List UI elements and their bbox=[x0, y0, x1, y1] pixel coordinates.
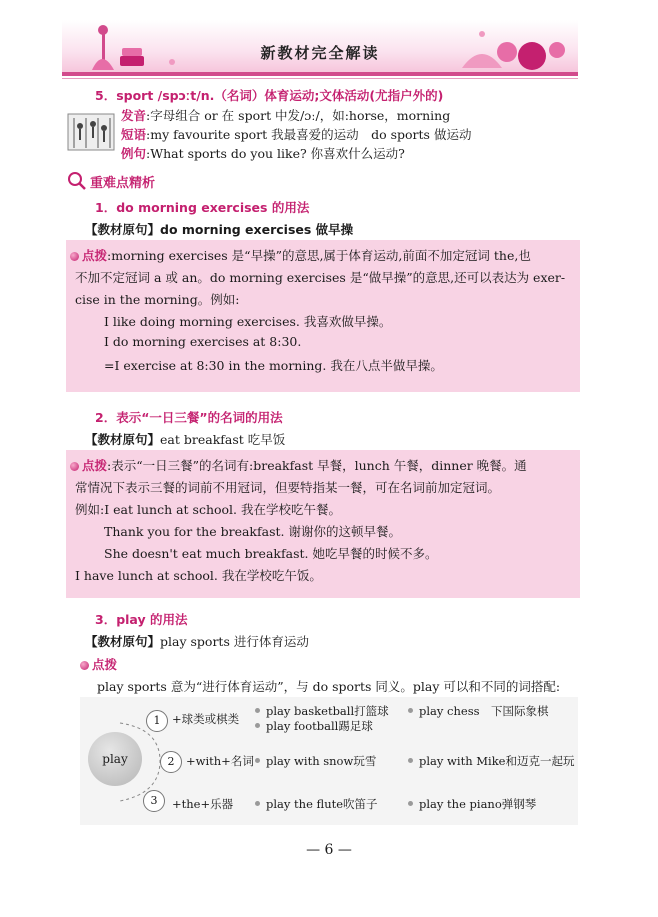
source-label: 【教材原句】 bbox=[85, 432, 161, 447]
diagram-row-1-right: play chess 下国际象棋 bbox=[408, 703, 549, 719]
diagram-center: play bbox=[88, 732, 142, 786]
item5-phrase bbox=[121, 125, 471, 143]
point2-source bbox=[85, 430, 285, 448]
diagram-row-3-item-1: play the flute吹笛子 bbox=[255, 796, 378, 812]
tip2-text: :表示“一日三餐”的名词有:breakfast 早餐，lunch 午餐，dinner 晚餐。通 bbox=[107, 458, 527, 473]
dot-icon bbox=[255, 723, 260, 728]
page-number: — 6 — bbox=[306, 842, 352, 858]
page-header bbox=[62, 20, 578, 78]
tip1-line-3: cise in the morning。例如: bbox=[75, 292, 240, 307]
point3-source bbox=[85, 632, 309, 650]
tip1-line-1 bbox=[70, 246, 531, 264]
diagram-row-1-item-2: play football踢足球 bbox=[255, 718, 373, 734]
tip1-line-2: 不加不定冠词 a 或 an。do morning exercises 是“做早操”的意思,还可以表达为 exer- bbox=[75, 270, 566, 285]
tip-bullet-icon bbox=[70, 462, 79, 471]
point1-source bbox=[85, 220, 353, 238]
tip1-label: 点拨 bbox=[82, 248, 108, 263]
tip2-label: 点拨 bbox=[82, 458, 108, 473]
point3-heading: 3．play 的用法 bbox=[95, 612, 188, 627]
dot-icon bbox=[255, 708, 260, 713]
dot-icon bbox=[408, 708, 413, 713]
tip2-line-3: 例如:I eat lunch at school. 我在学校吃午餐。 bbox=[75, 502, 342, 517]
diagram-num-2: 2 bbox=[160, 751, 182, 773]
diagram-row-1-label: +球类或棋类 bbox=[172, 712, 240, 726]
point1-heading: 1．do morning exercises 的用法 bbox=[95, 200, 310, 215]
sports-illustration bbox=[66, 108, 116, 152]
tip1-example-1: I like doing morning exercises. 我喜欢做早操。 bbox=[104, 314, 392, 329]
diagram-row-2-label: +with+名词 bbox=[186, 754, 254, 768]
tip3-label: 点拨 bbox=[92, 657, 118, 672]
tip1-example-3: =I exercise at 8:30 in the morning. 我在八点半做早操。 bbox=[104, 358, 443, 373]
point2-heading: 2．表示“一日三餐”的名词的用法 bbox=[95, 410, 283, 425]
source-label: 【教材原句】 bbox=[85, 634, 161, 649]
tip2-line-1 bbox=[70, 456, 527, 474]
tip-bullet-icon bbox=[70, 252, 79, 261]
diagram-row-2-right: play with Mike和迈克一起玩 bbox=[408, 753, 574, 769]
tip-bullet-icon bbox=[80, 661, 89, 670]
diagram-row-1-item-1: play basketball打篮球 bbox=[255, 703, 389, 719]
phrase-text: :my favourite sport 我最喜爱的运动 do sports 做运动 bbox=[146, 127, 472, 142]
dot-icon bbox=[408, 758, 413, 763]
magnifier-icon bbox=[66, 170, 88, 192]
tip2-line-2: 常情况下表示三餐的词前不用冠词，但要特指某一餐，可在名词前加定冠词。 bbox=[75, 480, 501, 495]
point3-intro: play sports 意为“进行体育运动”，与 do sports 同义。play 可以和不同的词搭配: bbox=[97, 679, 561, 694]
diagram-row-2-item-1: play with snow玩雪 bbox=[255, 753, 376, 769]
source-text: do morning exercises 做早操 bbox=[160, 222, 354, 237]
source-label: 【教材原句】 bbox=[85, 222, 161, 237]
section-title: 重难点精析 bbox=[90, 176, 156, 191]
example-text: :What sports do you like? 你喜欢什么运动? bbox=[146, 146, 405, 161]
diagram-row-3-label: +the+乐器 bbox=[172, 797, 234, 811]
item5-example bbox=[121, 144, 405, 162]
diagram-num-3: 3 bbox=[143, 790, 165, 812]
header-title: 新教材完全解读 bbox=[260, 44, 380, 62]
source-text: eat breakfast 吃早饭 bbox=[160, 432, 286, 447]
diagram-row-3-right: play the piano弹钢琴 bbox=[408, 796, 536, 812]
phrase-label: 短语 bbox=[121, 127, 147, 142]
pronunciation-label: 发音 bbox=[121, 108, 147, 123]
tip2-example-3: I have lunch at school. 我在学校吃午饭。 bbox=[75, 568, 322, 583]
dot-icon bbox=[408, 801, 413, 806]
pronunciation-text: :字母组合 or 在 sport 中发/ɔː/，如:horse，morning bbox=[146, 108, 451, 123]
tip2-example-2: She doesn't eat much breakfast. 她吃早餐的时候不多。 bbox=[104, 546, 438, 561]
tip1-text: :morning exercises 是“早操”的意思,属于体育运动,前面不加定冠词 the,也 bbox=[107, 248, 531, 263]
tip1-example-2: I do morning exercises at 8:30. bbox=[104, 334, 302, 349]
point3-tip-label-line bbox=[80, 655, 117, 673]
dot-icon bbox=[255, 758, 260, 763]
dot-icon bbox=[255, 801, 260, 806]
example-label: 例句 bbox=[121, 146, 147, 161]
item5-title: 5．sport /spɔːt/n.（名词）体育运动;文体活动(尤指户外的) bbox=[95, 88, 444, 103]
item5-pronunciation bbox=[121, 106, 450, 124]
source-text: play sports 进行体育运动 bbox=[160, 634, 309, 649]
diagram-num-1: 1 bbox=[146, 710, 168, 732]
tip2-example-1: Thank you for the breakfast. 谢谢你的这顿早餐。 bbox=[104, 524, 401, 539]
